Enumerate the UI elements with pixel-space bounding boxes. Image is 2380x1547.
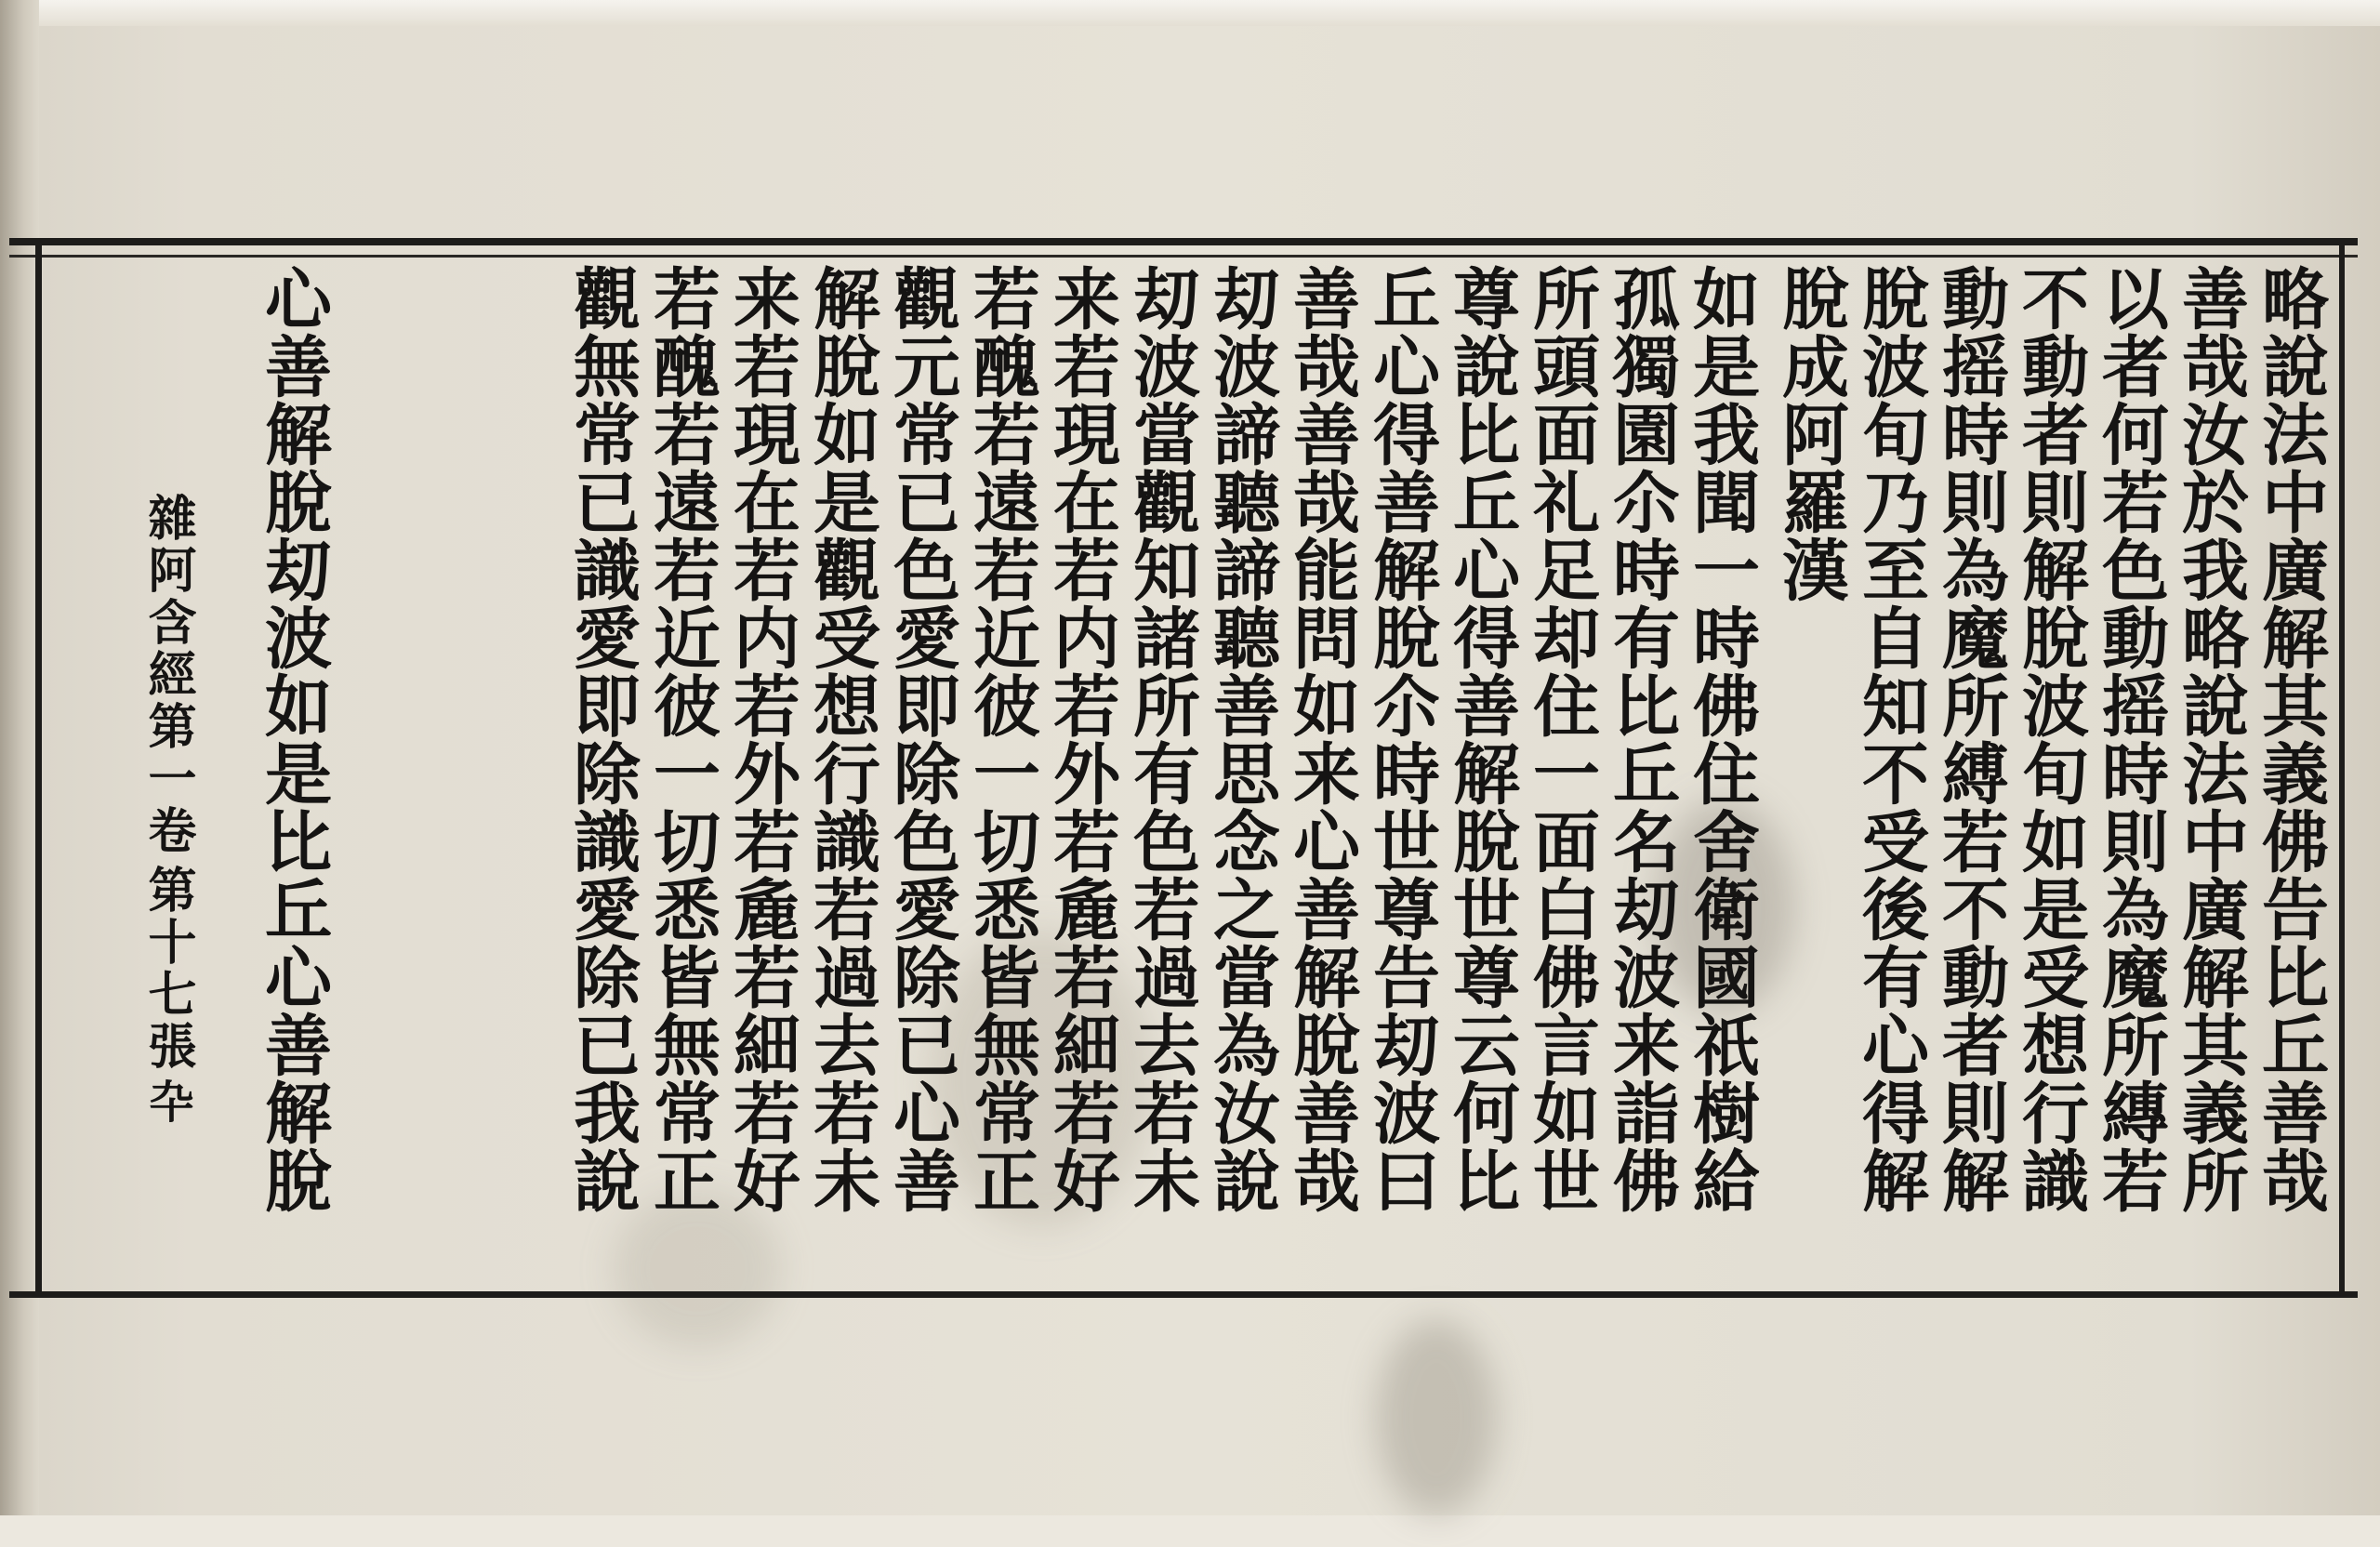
text-column-15: 刧波當觀知諸所有色若過去若未	[1122, 264, 1201, 1214]
colophon-sheet-number: 第十七張	[139, 865, 196, 1073]
text-column-12: 丘心得善解脫尒時世尊告刧波曰	[1362, 264, 1441, 1214]
text-column-20: 来若現在若内若外若麁若細若好	[722, 264, 801, 1214]
text-column-21: 若醜若遠若近彼一切悉皆無常正	[642, 264, 721, 1214]
text-column-19: 解脫如是觀受想行識若過去若未	[802, 264, 881, 1214]
text-column-17: 若醜若遠若近彼一切悉皆無常正	[962, 264, 1041, 1214]
text-column-14: 刧波諦聽諦聽善思念之當為汝說	[1202, 264, 1281, 1214]
text-column-3: 以者何若色動摇時則為魔所縳若	[2091, 264, 2170, 1214]
text-column-22: 觀無常已識愛即除識愛除已我說	[562, 264, 641, 1214]
text-column-5: 動摇時則為魔所縛若不動者則解	[1931, 264, 2010, 1214]
text-column-18: 觀元常已色愛即除色愛除已心善	[882, 264, 961, 1214]
colophon-sutra-title: 雜阿含經第一卷	[139, 493, 196, 857]
text-column-9: 孤獨園尒時有比丘名刧波来詣佛	[1602, 264, 1681, 1214]
frame-left-border	[35, 240, 42, 1296]
text-column-6: 脫波旬乃至自知不受後有心得解	[1851, 264, 1930, 1214]
text-column-8: 如是我聞一時佛住舍衛國祇樹給	[1682, 264, 1761, 1214]
paper-stain	[1376, 1320, 1497, 1515]
text-column-23: 心善解脫刧波如是比丘心善解脫	[254, 264, 333, 1214]
page-bottom-margin	[0, 1515, 2380, 1547]
text-column-16: 来若現在若内若外若麁若細若好	[1042, 264, 1121, 1214]
page-top-margin	[0, 0, 2380, 26]
text-column-13: 善哉善哉能問如来心善解脫善哉	[1282, 264, 1361, 1214]
frame-inner-rule	[9, 255, 2358, 258]
text-column-7: 脫成阿羅漢	[1771, 264, 1850, 603]
text-column-4: 不動者則解脫波旬如是受想行識	[2011, 264, 2090, 1214]
frame-right-border	[2339, 240, 2345, 1296]
text-column-11: 尊說比丘心得善解脫世尊云何比	[1442, 264, 1521, 1214]
text-column-2: 善哉汝於我略說法中廣解其義所	[2171, 264, 2250, 1214]
text-column-1: 略說法中廣解其義佛告比丘善哉	[2251, 264, 2330, 1214]
colophon-page-mark: 卆	[141, 1078, 193, 1127]
text-column-10: 所頭面礼足却住一面白佛言如世	[1522, 264, 1601, 1214]
